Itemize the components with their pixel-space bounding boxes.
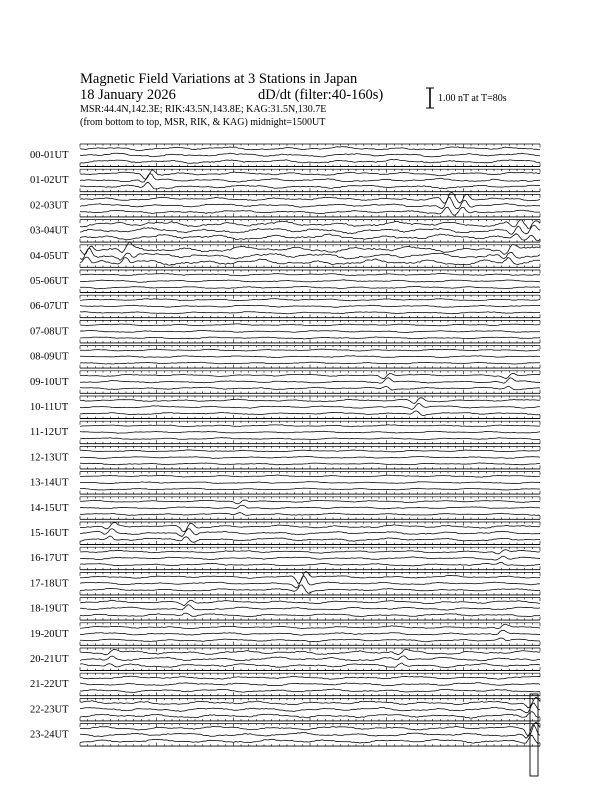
station-trace-kag xyxy=(80,500,540,504)
hour-label: 15-16UT xyxy=(30,528,69,539)
station-trace-kag xyxy=(80,349,540,351)
scale-bar-label: 1.00 nT at T=80s xyxy=(438,93,507,104)
station-trace-msr xyxy=(80,286,540,289)
hour-label: 07-08UT xyxy=(30,326,69,338)
station-trace-msr xyxy=(80,337,540,339)
station-trace-rik xyxy=(80,378,540,384)
hour-label: 13-14UT xyxy=(30,477,69,489)
station-trace-msr xyxy=(80,735,540,744)
hour-label: 23-24UT xyxy=(30,729,69,741)
station-trace-rik xyxy=(80,529,540,537)
station-trace-rik xyxy=(80,456,540,458)
station-trace-rik xyxy=(80,225,540,234)
station-trace-kag xyxy=(80,299,540,301)
station-trace-msr xyxy=(80,182,540,189)
hour-label: 12-13UT xyxy=(30,452,69,464)
hour-label: 19-20UT xyxy=(30,628,69,640)
station-trace-rik xyxy=(80,683,540,686)
station-trace-kag xyxy=(80,373,540,378)
hour-label: 17-18UT xyxy=(30,578,69,590)
station-trace-rik xyxy=(80,656,540,661)
hour-label: 11-12UT xyxy=(30,427,69,439)
station-trace-rik xyxy=(80,703,540,713)
hour-label: 00-01UT xyxy=(30,150,69,161)
station-trace-msr xyxy=(80,438,540,440)
station-trace-msr xyxy=(80,712,540,719)
station-trace-kag xyxy=(80,450,540,452)
station-trace-rik xyxy=(80,482,540,484)
hour-label: 16-17UT xyxy=(30,553,69,565)
station-trace-msr xyxy=(80,411,540,416)
station-trace-msr xyxy=(80,513,540,516)
hour-label: 01-02UT xyxy=(30,175,69,187)
station-trace-rik xyxy=(80,630,540,635)
hour-label: 18-19UT xyxy=(30,603,69,615)
station-trace-msr xyxy=(80,488,540,490)
station-trace-msr xyxy=(80,463,540,465)
station-trace-rik xyxy=(80,153,540,157)
hour-label: 14-15UT xyxy=(30,502,69,514)
chart-date: 18 January 2026 xyxy=(80,87,176,103)
station-trace-rik xyxy=(80,605,540,610)
hour-label: 06-07UT xyxy=(30,301,69,313)
station-trace-rik xyxy=(80,356,540,358)
station-trace-kag xyxy=(80,425,540,427)
station-trace-rik xyxy=(80,556,540,560)
station-trace-msr xyxy=(80,562,540,566)
station-trace-msr xyxy=(80,362,540,364)
station-trace-rik xyxy=(80,305,540,307)
hour-label: 20-21UT xyxy=(30,654,69,665)
hour-label: 22-23UT xyxy=(30,704,69,716)
station-trace-kag xyxy=(80,273,540,275)
station-trace-rik xyxy=(80,431,540,433)
hour-label: 03-04UT xyxy=(30,225,69,237)
hour-label: 02-03UT xyxy=(30,200,69,212)
station-trace-msr xyxy=(80,689,540,692)
station-trace-rik xyxy=(80,505,540,509)
hour-label: 10-11UT xyxy=(30,402,69,413)
station-trace-msr xyxy=(80,613,540,617)
station-trace-rik xyxy=(80,174,540,183)
station-trace-rik xyxy=(80,331,540,333)
station-trace-kag xyxy=(80,600,540,606)
station-trace-rik xyxy=(80,403,540,409)
hour-label: 21-22UT xyxy=(30,679,69,691)
station-trace-msr xyxy=(80,638,540,642)
hour-label: 04-05UT xyxy=(30,250,69,262)
station-trace-msr xyxy=(80,312,540,314)
station-trace-kag xyxy=(80,324,540,326)
station-coordinates: MSR:44.4N,142.3E; RIK:43.5N,143.8E; KAG:31.5N,130.7E xyxy=(80,104,327,115)
hour-label: 08-09UT xyxy=(30,351,69,363)
chart-title: Magnetic Field Variations at 3 Stations in Japan xyxy=(80,71,358,87)
filter-label: dD/dt (filter:40-160s) xyxy=(258,87,384,103)
station-trace-rik xyxy=(80,280,540,283)
stack-order-note: (from bottom to top, MSR, RIK, & KAG) midnight=1500UT xyxy=(80,117,326,128)
hour-label: 05-06UT xyxy=(30,276,69,287)
station-trace-msr xyxy=(80,663,540,668)
station-trace-kag xyxy=(80,475,540,477)
station-trace-msr xyxy=(80,386,540,390)
hour-label: 09-10UT xyxy=(30,376,69,388)
station-trace-msr xyxy=(80,160,540,164)
